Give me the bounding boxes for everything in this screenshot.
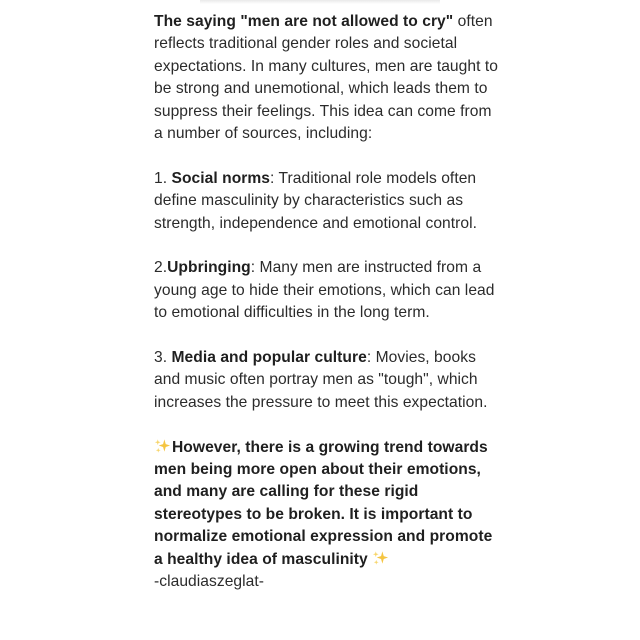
closing-paragraph bbox=[154, 437, 499, 571]
sparkles-icon bbox=[372, 550, 389, 566]
note-text bbox=[154, 11, 499, 594]
point-text: : Traditional role models often define masculinity by characteristics such as strength, independence and emotional control. bbox=[154, 169, 478, 232]
intro-heading: The saying "men are not allowed to cry" bbox=[154, 13, 454, 30]
point-number: 2. bbox=[154, 259, 168, 277]
point-number: 1. bbox=[154, 169, 172, 187]
point-upbringing bbox=[154, 257, 499, 324]
point-media bbox=[154, 347, 499, 414]
point-text: : Movies, books and music often portray men as "tough", which increases the pressure to meet this expectation. bbox=[154, 349, 488, 411]
point-social-norms bbox=[154, 168, 499, 235]
point-number: 3. bbox=[154, 349, 172, 367]
sparkles-icon bbox=[154, 438, 171, 454]
closing-text: However, there is a growing trend towards men being more open about their emotions, and many are calling for these rigid stereotypes to be broken. It is important to normalize emotional expression and promote a healthy idea of masculinity bbox=[154, 438, 493, 568]
point-title: Media and popular culture bbox=[171, 349, 367, 367]
point-title: Upbringing bbox=[167, 259, 251, 277]
top-edge-shadow bbox=[200, 0, 440, 4]
point-title: Social norms bbox=[171, 169, 271, 187]
signature: -claudiaszeglat- bbox=[154, 573, 265, 591]
point-text: : Many men are instructed from a young age to hide their emotions, which can lead to emotional difficulties in the long term. bbox=[154, 259, 495, 322]
intro-paragraph bbox=[154, 11, 499, 145]
intro-text: often reflects traditional gender roles and societal expectations. In many cultures, men are taught to be strong and unemotional, which leads them to suppress their feelings. This idea can come from a number of sources, including: bbox=[154, 13, 498, 143]
